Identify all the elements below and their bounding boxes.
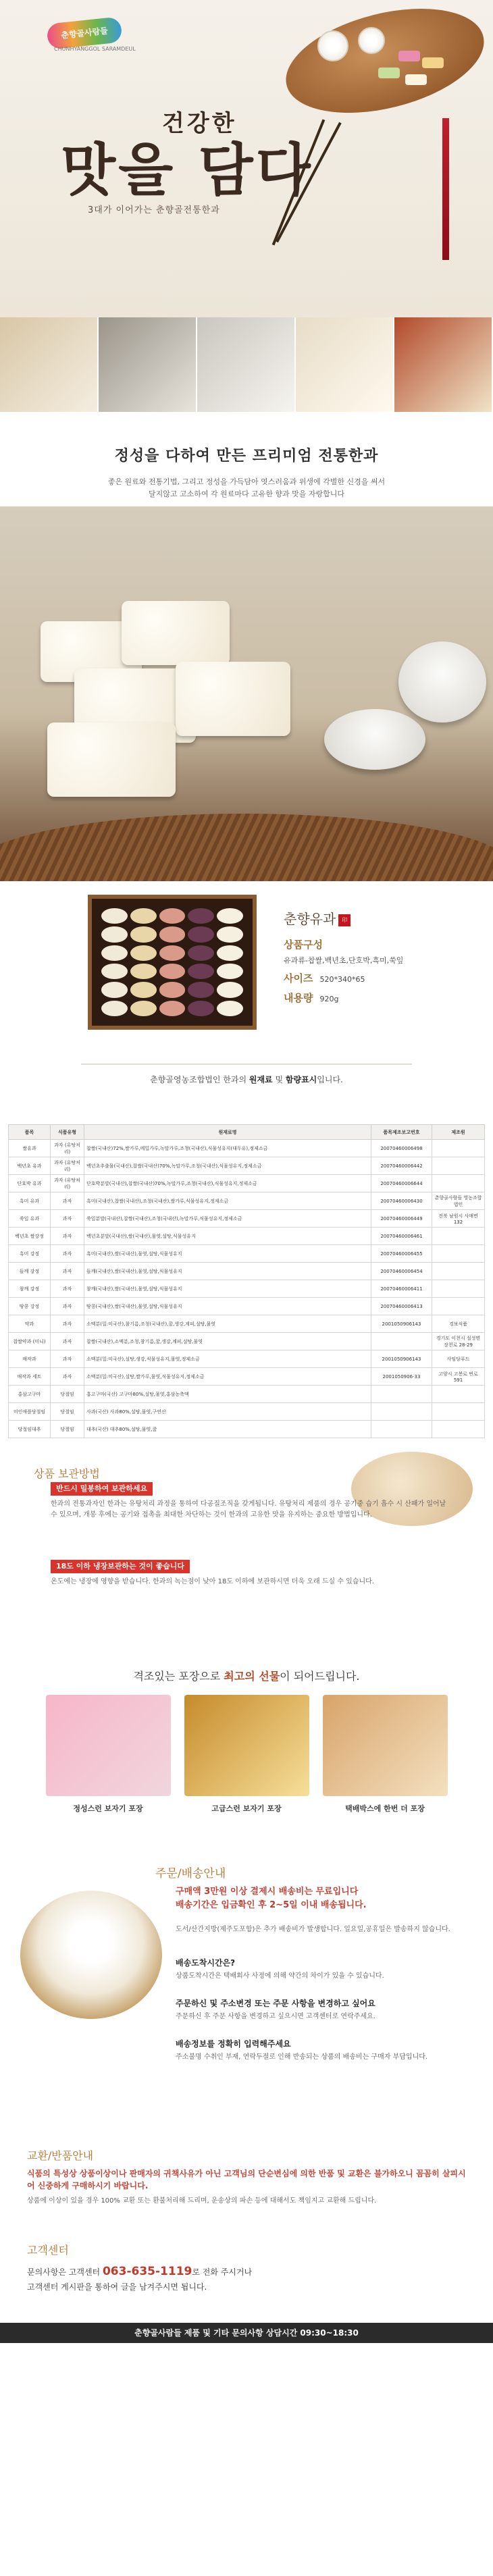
table-row <box>9 1280 485 1298</box>
table-cell: 과자 <box>51 1298 84 1315</box>
packaging-heading: 격조있는 포장으로 최고의 선물이 되어드립니다. <box>133 1670 360 1683</box>
table-cell: 20070460006498 <box>371 1140 432 1157</box>
table-cell <box>432 1386 485 1403</box>
table-row <box>9 1263 485 1280</box>
table-cell: 흑미(국내산),찹쌀(국내산),조청(국내산),쌀가루,식물성유지,정제소금 <box>84 1192 371 1210</box>
yugwa-ball-image <box>101 964 128 979</box>
table-cell: 20070460006430 <box>371 1192 432 1210</box>
delivery-text: 상품도착시간은 택배회사 사정에 의해 약간의 차이가 있을 수 있습니다. <box>176 1972 384 1980</box>
strip-photo <box>197 317 296 412</box>
table-cell: 찹쌀(국내산),소맥분,조청,참기름,꿀,생강,계피,설탕,물엿 <box>84 1333 371 1350</box>
table-cell: 미인애플당절임 <box>9 1403 51 1421</box>
table-row <box>9 1315 485 1333</box>
table-cell: 20070460006442 <box>371 1157 432 1175</box>
table-cell: 과자 <box>51 1263 84 1280</box>
table-cell: 쌀유과 <box>9 1140 51 1157</box>
storage-section <box>0 1452 493 1813</box>
ingredient-notice <box>0 1074 493 1107</box>
table-cell: 과자 <box>51 1350 84 1368</box>
packaging-item: 택배박스에 한번 더 포장 <box>323 1695 448 1814</box>
hero-title-small: 건강한 <box>162 110 237 137</box>
table-cell: 쑥잎분말(국내산),찹쌀(국내산),조청(국내산),녹말가루,식물성유지,정제소금 <box>84 1210 371 1228</box>
yugwa-ball-image <box>188 945 214 961</box>
seal-icon: 印 <box>338 914 351 926</box>
storage-text: 온도에는 냉장에 영향을 받습니다. 한과의 녹는점이 낮아 18도 이하에 보관하시면 더욱 오래 드실 수 있습니다. <box>51 1578 374 1585</box>
table-cell: 20070460006455 <box>371 1245 432 1263</box>
yugwa-ball-image <box>217 908 243 924</box>
table-header: 식품유형 <box>51 1125 84 1140</box>
yugwa-ball-image <box>217 926 243 942</box>
yugwa-ball-image <box>130 908 157 924</box>
table-row <box>9 1157 485 1175</box>
table-cell: 소맥분(밀:미국산),설탕,쌀가루,물엿,식물성유지,정제소금 <box>84 1368 371 1386</box>
yugwa-ball-image <box>159 908 186 924</box>
strip-photo <box>394 317 493 412</box>
cs-text: 문의사항은 고객센터 <box>27 2267 103 2277</box>
gift-box-image <box>88 895 257 1030</box>
table-cell: 춘향골사람들 영농조합법인 <box>432 1192 485 1210</box>
yugwa-ball-image <box>130 926 157 942</box>
table-cell: 2001050906143 <box>371 1315 432 1333</box>
photo-strip <box>0 317 493 412</box>
tea-cup-image <box>358 27 385 54</box>
pot-image <box>20 1891 162 2019</box>
basket-image <box>0 814 493 881</box>
packaging-image <box>46 1695 171 1796</box>
table-cell <box>371 1421 432 1438</box>
delivery-text: 주소불명 수취인 부재, 연락두절로 인해 반송되는 상품의 배송비는 구매자 부담입니다. <box>176 2053 428 2061</box>
sweet-image <box>378 68 400 78</box>
delivery-section <box>0 1864 493 2134</box>
table-cell: 20070460006461 <box>371 1228 432 1245</box>
table-row <box>9 1245 485 1263</box>
table-cell: 과자 <box>51 1245 84 1263</box>
packaging-image <box>184 1695 309 1796</box>
table-cell: 당절임대추 <box>9 1421 51 1438</box>
yugwa-piece-image <box>176 662 290 736</box>
strip-photo <box>296 317 394 412</box>
table-cell <box>371 1333 432 1350</box>
brand-logo-sub: CHUNHYANGGOL SARAMDEUL <box>54 46 136 52</box>
returns-highlight: 식품의 특성상 상품이상이나 판매자의 귀책사유가 아닌 고객님의 단순변심에 의한 반품 및 교환은 불가하오니 꼼꼼히 살피시어 신중하게 구매하시기 바랍니다. <box>27 2169 466 2190</box>
table-cell: 과자 <box>51 1192 84 1210</box>
table-row <box>9 1210 485 1228</box>
table-cell: 전북 남원시 사매면 132 <box>432 1210 485 1228</box>
composition-value: 유과류-찹쌀,백년초,단호박,흑미,쑥잎 <box>284 956 404 965</box>
table-cell <box>432 1157 485 1175</box>
storage-label: 18도 이하 냉장보관하는 것이 좋습니다 <box>51 1560 190 1573</box>
sweet-image <box>398 51 420 61</box>
table-cell <box>432 1403 485 1421</box>
table-cell: 매작과 세트 <box>9 1368 51 1386</box>
yugwa-ball-image <box>101 926 128 942</box>
table-cell: 사과(국산) 사과80%,설탕,물엿,구연산 <box>84 1403 371 1421</box>
table-cell: 2001050906-33 <box>371 1368 432 1386</box>
yugwa-ball-image <box>159 1001 186 1016</box>
yugwa-ball-image <box>130 1001 157 1016</box>
storage-text: 한과의 전통과자인 한과는 유탕처리 과정을 통하여 다공질조직을 갖게됩니다. 유탕처리 제품의 경우 공기중 습기 흡수 시 산패가 일어날 수 있으며, 개봉 후에는 공기와 접촉을 최대한 차단하는 것이 한과의 고유한 맛을 유지하는 중요한 방법입니다. <box>51 1500 446 1519</box>
slogan-section <box>0 412 493 506</box>
table-cell: 들깨(국내산),쌀(국내산),물엿,설탕,식물성유지 <box>84 1263 371 1280</box>
table-row <box>9 1298 485 1315</box>
hero-banner <box>0 0 493 317</box>
yugwa-ball-image <box>159 926 186 942</box>
notice-bold: 함량표시 <box>285 1075 317 1084</box>
yugwa-ball-image <box>188 982 214 997</box>
table-cell: 백년초 쌀강정 <box>9 1228 51 1245</box>
yugwa-ball-image <box>159 964 186 979</box>
table-cell: 과자 <box>51 1315 84 1333</box>
product-section <box>0 881 493 1063</box>
yugwa-ball-image <box>130 945 157 961</box>
table-cell <box>432 1245 485 1263</box>
table-cell <box>371 1386 432 1403</box>
tea-cup-image <box>317 30 348 61</box>
customer-center <box>0 2242 493 2323</box>
notice-text: 및 <box>272 1075 286 1084</box>
table-cell: 들깨 강정 <box>9 1263 51 1280</box>
teapot-image <box>398 641 486 722</box>
table-cell: 단호박 유과 <box>9 1175 51 1192</box>
yugwa-ball-image <box>217 945 243 961</box>
table-cell: 약과 <box>9 1315 51 1333</box>
weight-value: 920g <box>319 995 339 1003</box>
table-cell: 사임당푸드 <box>432 1350 485 1368</box>
table-cell: 소맥분(밀:미국산),설탕,생강,식물성유지,물엿,정제소금 <box>84 1350 371 1368</box>
brand-logo: 춘향골사람들 <box>46 16 122 49</box>
table-cell <box>432 1140 485 1157</box>
packaging-image <box>323 1695 448 1796</box>
packaging-item: 고급스런 보자기 포장 <box>184 1695 309 1814</box>
table-cell: 대추(국산) 대추80%,설탕,물엿,꿀 <box>84 1421 371 1438</box>
yugwa-piece-image <box>122 601 230 665</box>
yugwa-piece-image <box>47 722 176 797</box>
table-row <box>9 1403 485 1421</box>
yugwa-photo <box>0 506 493 881</box>
strip-photo <box>0 317 99 412</box>
table-cell: 과자 <box>51 1333 84 1350</box>
yugwa-ball-image <box>101 908 128 924</box>
table-cell: 과자 (유탕처리) <box>51 1175 84 1192</box>
table-header: 품목제조보고번호 <box>371 1125 432 1140</box>
table-cell: 홍삼고구마 <box>9 1386 51 1403</box>
table-cell: 흑미 유과 <box>9 1192 51 1210</box>
table-cell: 20070460006413 <box>371 1298 432 1315</box>
delivery-text: 도서/산간지방(제주도포함)은 추가 배송비가 발생합니다. 일요일,공휴일은 발송하지 않습니다. <box>176 1926 450 1933</box>
yugwa-ball-image <box>130 982 157 997</box>
hero-subtitle: 3대가 이어가는 춘향골전통한과 <box>88 205 220 215</box>
table-row <box>9 1228 485 1245</box>
table-cell <box>432 1263 485 1280</box>
tassel-image <box>442 118 449 260</box>
yugwa-ball-image <box>188 1001 214 1016</box>
packaging-list <box>0 1695 493 1814</box>
strip-photo <box>99 317 197 412</box>
table-row <box>9 1386 485 1403</box>
table-cell: 당절임 <box>51 1386 84 1403</box>
table-cell <box>432 1280 485 1298</box>
table-cell: 20070460006454 <box>371 1263 432 1280</box>
footer-bar: 춘향골사람들 제품 및 기타 문의사항 상담시간 09:30~18:30 <box>0 2323 493 2343</box>
table-cell: 과자 <box>51 1228 84 1245</box>
yugwa-ball-image <box>130 964 157 979</box>
table-cell: 과자 <box>51 1280 84 1298</box>
sweet-image <box>422 57 444 68</box>
brand-name: 춘향유과 <box>284 911 336 927</box>
size-label: 사이즈 <box>284 972 313 984</box>
delivery-q: 주문하신 및 주소변경 또는 주문 사항을 변경하고 싶어요 <box>176 1999 375 2008</box>
table-cell: 땅콩 강정 <box>9 1298 51 1315</box>
table-cell: 쑥잎 유과 <box>9 1210 51 1228</box>
delivery-q: 배송도착시간은? <box>176 1958 236 1968</box>
table-cell: 참깨 강정 <box>9 1280 51 1298</box>
table-cell: 과자 (유탕처리) <box>51 1157 84 1175</box>
returns-section <box>0 2147 493 2228</box>
table-cell: 20070460006411 <box>371 1280 432 1298</box>
table-cell <box>432 1175 485 1192</box>
delivery-q: 배송정보를 정확히 입력해주세요 <box>176 2039 291 2049</box>
table-cell: 2001050906143 <box>371 1350 432 1368</box>
table-cell <box>432 1421 485 1438</box>
divider <box>81 1063 412 1065</box>
notice-bold: 원재료 <box>249 1075 273 1084</box>
composition-label: 상품구성 <box>284 939 323 951</box>
cs-text: 로 전화 주시거나 <box>192 2267 253 2277</box>
table-cell: 당절임 <box>51 1421 84 1438</box>
table-cell: 흑미(국내산),쌀(국내산),물엿,설탕,식물성유지 <box>84 1245 371 1263</box>
table-cell: 찹쌀(국내산)72%,쌀가루,메밀가루,녹말가루,조청(국내산),식물성유지(대두유),정제소금 <box>84 1140 371 1157</box>
table-row <box>9 1333 485 1350</box>
table-cell <box>432 1228 485 1245</box>
table-cell: 참깨(국내산),쌀(국내산),물엿,설탕,식물성유지 <box>84 1280 371 1298</box>
ingredient-table <box>8 1124 485 1438</box>
table-cell: 찹쌀약과 (미니) <box>9 1333 51 1350</box>
yugwa-ball-image <box>101 945 128 961</box>
sweet-image <box>405 74 427 85</box>
delivery-highlight: 구매액 3만원 이상 결제시 배송비는 무료입니다 <box>176 1887 359 1897</box>
tea-cup-image <box>324 709 425 770</box>
weight-label: 내용량 <box>284 992 313 1004</box>
table-row <box>9 1140 485 1157</box>
table-cell: 땅콩(국내산),쌀(국내산),물엿,설탕,식물성유지 <box>84 1298 371 1315</box>
table-cell: 매작과 <box>9 1350 51 1368</box>
table-cell: 홍고구마(국산) 고구마80%,설탕,물엿,홍삼농축액 <box>84 1386 371 1403</box>
table-cell: 경보식품 <box>432 1315 485 1333</box>
table-row <box>9 1192 485 1210</box>
returns-heading: 교환/반품안내 <box>27 2149 94 2162</box>
yugwa-ball-image <box>217 1001 243 1016</box>
returns-text: 상품에 이상이 있을 경우 100% 교환 또는 환불처리해 드리며, 운송상의 파손 등에 대해서도 책임지고 교환해 드립니다. <box>27 2197 377 2205</box>
notice-text: 입니다. <box>317 1075 343 1084</box>
table-row <box>9 1350 485 1368</box>
size-value: 520*340*65 <box>319 975 365 984</box>
table-cell: 소맥분(밀:미국산),참기름,조청(국내산),꿀,생강,계피,설탕,물엿 <box>84 1315 371 1333</box>
packaging-item: 정성스런 보자기 포장 <box>46 1695 171 1814</box>
table-cell: 당절임 <box>51 1403 84 1421</box>
cs-text: 고객센터 게시판을 통하여 글을 남겨주시면 됩니다. <box>27 2282 207 2292</box>
yugwa-ball-image <box>159 945 186 961</box>
wooden-tray-image <box>276 0 493 131</box>
yugwa-ball-image <box>159 982 186 997</box>
yugwa-ball-image <box>101 982 128 997</box>
table-cell: 20070460006644 <box>371 1175 432 1192</box>
product-info <box>284 908 403 1005</box>
table-cell: 과자 (유탕처리) <box>51 1140 84 1157</box>
storage-heading: 상품 보관방법 <box>34 1467 100 1480</box>
table-cell: 과자 <box>51 1210 84 1228</box>
slogan-line: 달지않고 고소하여 각 원료마다 고유한 향과 맛을 자랑합니다 <box>148 490 345 498</box>
page-bottom <box>0 2343 493 2576</box>
table-row <box>9 1175 485 1192</box>
cs-phone[interactable]: 063-635-1119 <box>102 2265 192 2278</box>
table-cell: 과자 <box>51 1368 84 1386</box>
table-row <box>9 1421 485 1438</box>
table-cell: 단호박분말(국내산),찹쌀(국내산)70%,녹말가루,조청(국내산),식물성유지,정제소금 <box>84 1175 371 1192</box>
table-header: 제조원 <box>432 1125 485 1140</box>
yugwa-ball-image <box>217 964 243 979</box>
delivery-highlight: 배송기간은 입금확인 후 2~5일 이내 배송됩니다. <box>176 1900 367 1910</box>
yugwa-ball-image <box>101 1001 128 1016</box>
table-row <box>9 1368 485 1386</box>
delivery-text: 주문하신 후 주문 사항을 변경하고 싶으시면 고객센터로 연락주세요. <box>176 2013 375 2020</box>
hero-title: 맛을 담다 건강한 <box>61 125 313 207</box>
yugwa-ball-image <box>217 982 243 997</box>
table-cell: 백년초 유과 <box>9 1157 51 1175</box>
slogan-line: 좋은 원료와 전통기법, 그리고 정성을 가득담아 엿스러움과 위생에 각별한 신경을 써서 <box>107 477 386 486</box>
yugwa-ball-image <box>188 908 214 924</box>
table-cell: 백년초분말(국내산),쌀(국내산),물엿,설탕,식물성유지 <box>84 1228 371 1245</box>
table-cell: 백년초추출물(국내산),찹쌀(국내산)70%,녹말가루,조청(국내산),식물성유지,정제소금 <box>84 1157 371 1175</box>
table-cell <box>371 1403 432 1421</box>
table-cell: 경기도 이천시 설성면 장천로 28-29 <box>432 1333 485 1350</box>
notice-text: 춘향골영농조합법인 한과의 <box>150 1075 249 1084</box>
storage-label: 반드시 밀봉하여 보관하세요 <box>51 1482 153 1496</box>
yugwa-ball-image <box>188 964 214 979</box>
yugwa-ball-image <box>188 926 214 942</box>
delivery-heading: 주문/배송안내 <box>155 1867 226 1881</box>
table-cell <box>432 1298 485 1315</box>
table-cell: 20070460006449 <box>371 1210 432 1228</box>
table-cell: 고양시 고봉로 번로 591 <box>432 1368 485 1386</box>
table-cell: 흑미 강정 <box>9 1245 51 1263</box>
cs-heading: 고객센터 <box>27 2244 69 2257</box>
table-header: 품목 <box>9 1125 51 1140</box>
slogan-heading: 정성을 다하여 만든 프리미엄 전통한과 <box>114 447 379 465</box>
table-header: 원재료명 <box>84 1125 371 1140</box>
